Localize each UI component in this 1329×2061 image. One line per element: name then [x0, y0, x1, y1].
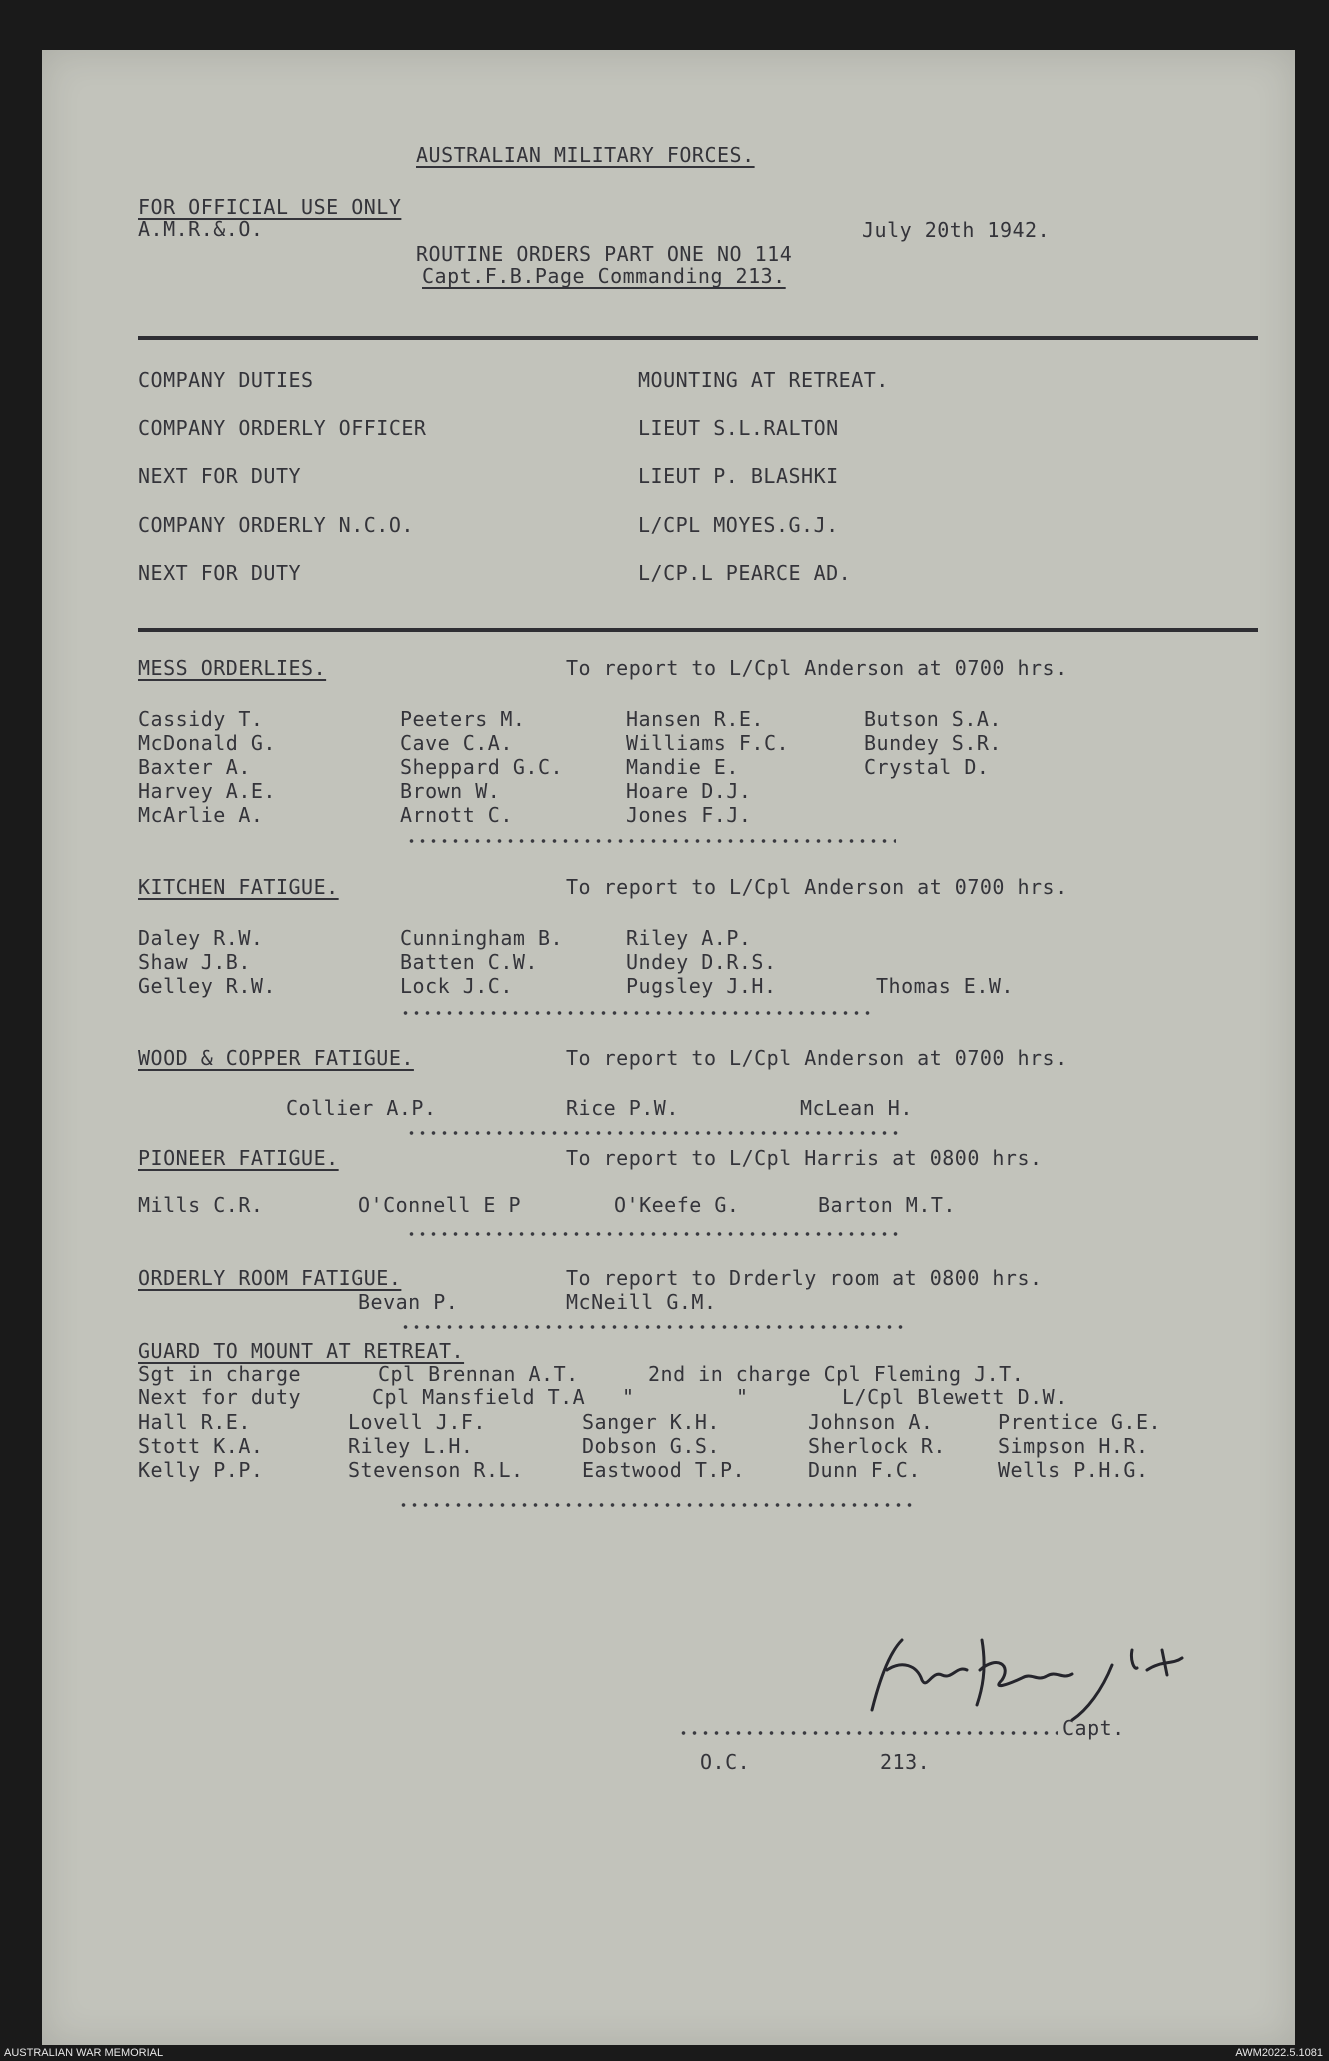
name-entry: Mandie E. — [626, 755, 739, 779]
archive-footer — [0, 2045, 1329, 2061]
name-entry: Lovell J.F. — [348, 1410, 486, 1434]
signature-mark — [862, 1610, 1242, 1730]
name-entry: Shaw J.B. — [138, 950, 251, 974]
duty-value: LIEUT S.L.RALTON — [638, 416, 839, 440]
name-entry: Sheppard G.C. — [400, 755, 564, 779]
ditto-mark: " — [736, 1385, 749, 1409]
section-heading-mess: MESS ORDERLIES. — [138, 656, 327, 680]
name-entry: Dobson G.S. — [582, 1434, 720, 1458]
name-entry: McArlie A. — [138, 803, 264, 827]
commanding-officer: Capt.F.B.Page Commanding 213. — [422, 264, 786, 288]
report-instruction: To report to Drderly room at 0800 hrs. — [566, 1266, 1043, 1290]
name-entry: Hansen R.E. — [626, 707, 764, 731]
report-instruction: To report to L/Cpl Harris at 0800 hrs. — [566, 1146, 1043, 1170]
document-title: AUSTRALIAN MILITARY FORCES. — [416, 143, 755, 167]
footer-institution: AUSTRALIAN WAR MEMORIAL — [4, 2047, 164, 2059]
duty-role: COMPANY DUTIES — [138, 368, 314, 392]
name-entry: Pugsley J.H. — [626, 974, 777, 998]
duty-role: NEXT FOR DUTY — [138, 561, 302, 585]
duty-value: L/CP.L PEARCE AD. — [638, 561, 852, 585]
duty-role: COMPANY ORDERLY N.C.O. — [138, 513, 414, 537]
name-entry: O'Keefe G. — [614, 1193, 740, 1217]
name-entry: Undey D.R.S. — [626, 950, 777, 974]
dotted-separator — [406, 1130, 902, 1136]
name-entry: Sanger K.H. — [582, 1410, 720, 1434]
ditto-mark: " — [622, 1385, 635, 1409]
name-entry: Arnott C. — [400, 803, 513, 827]
name-entry: Bundey S.R. — [864, 731, 1002, 755]
section-heading-guard: GUARD TO MOUNT AT RETREAT. — [138, 1339, 465, 1363]
dotted-separator — [398, 1502, 918, 1508]
name-entry: Peeters M. — [400, 707, 526, 731]
name-entry: Butson S.A. — [864, 707, 1002, 731]
signature-oc: O.C. — [700, 1750, 751, 1774]
name-entry: Hall R.E. — [138, 1410, 251, 1434]
name-entry: Baxter A. — [138, 755, 251, 779]
dotted-separator — [400, 1010, 876, 1016]
name-entry: Eastwood T.P. — [582, 1458, 746, 1482]
name-entry: Cassidy T. — [138, 707, 264, 731]
name-entry: Sherlock R. — [808, 1434, 946, 1458]
name-entry: Collier A.P. — [286, 1096, 437, 1120]
name-entry: Batten C.W. — [400, 950, 538, 974]
name-entry: Riley A.P. — [626, 926, 752, 950]
signature-line — [678, 1730, 1058, 1736]
guard-second: L/Cpl Blewett D.W. — [842, 1385, 1068, 1409]
duty-value: MOUNTING AT RETREAT. — [638, 368, 889, 392]
section-heading-pioneer: PIONEER FATIGUE. — [138, 1146, 339, 1170]
section-heading-wood: WOOD & COPPER FATIGUE. — [138, 1046, 414, 1070]
dotted-separator — [400, 1324, 908, 1330]
name-entry: Prentice G.E. — [998, 1410, 1162, 1434]
guard-second: 2nd in charge Cpl Fleming J.T. — [648, 1362, 1025, 1386]
name-entry: Bevan P. — [358, 1290, 459, 1314]
name-entry: Wells P.H.G. — [998, 1458, 1149, 1482]
name-entry: Cave C.A. — [400, 731, 513, 755]
name-entry: Riley L.H. — [348, 1434, 474, 1458]
document-date: July 20th 1942. — [862, 218, 1051, 242]
name-entry: Williams F.C. — [626, 731, 790, 755]
guard-label: Sgt in charge — [138, 1362, 302, 1386]
name-entry: Stevenson R.L. — [348, 1458, 524, 1482]
name-entry: Daley R.W. — [138, 926, 264, 950]
duty-role: NEXT FOR DUTY — [138, 464, 302, 488]
name-entry: Dunn F.C. — [808, 1458, 921, 1482]
name-entry: Gelley R.W. — [138, 974, 276, 998]
dotted-separator — [406, 838, 896, 844]
name-entry: Cunningham B. — [400, 926, 564, 950]
name-entry: Jones F.J. — [626, 803, 752, 827]
duty-role: COMPANY ORDERLY OFFICER — [138, 416, 427, 440]
name-entry: Johnson A. — [808, 1410, 934, 1434]
reference-code: A.M.R.&.O. — [138, 217, 264, 241]
name-entry: Lock J.C. — [400, 974, 513, 998]
report-instruction: To report to L/Cpl Anderson at 0700 hrs. — [566, 875, 1068, 899]
report-instruction: To report to L/Cpl Anderson at 0700 hrs. — [566, 656, 1068, 680]
name-entry: Rice P.W. — [566, 1096, 679, 1120]
classification: FOR OFFICIAL USE ONLY — [138, 195, 402, 219]
name-entry: O'Connell E P — [358, 1193, 522, 1217]
document-page — [42, 50, 1295, 2045]
duty-value: LIEUT P. BLASHKI — [638, 464, 839, 488]
name-entry: Harvey A.E. — [138, 779, 276, 803]
divider — [138, 628, 1258, 632]
name-entry: Kelly P.P. — [138, 1458, 264, 1482]
name-entry: Crystal D. — [864, 755, 990, 779]
name-entry: McLean H. — [800, 1096, 913, 1120]
dotted-separator — [406, 1231, 902, 1237]
footer-accession: AWM2022.5.1081 — [1235, 2047, 1323, 2059]
name-entry: Stott K.A. — [138, 1434, 264, 1458]
name-entry: Simpson H.R. — [998, 1434, 1149, 1458]
name-entry: McDonald G. — [138, 731, 276, 755]
report-instruction: To report to L/Cpl Anderson at 0700 hrs. — [566, 1046, 1068, 1070]
duty-value: L/CPL MOYES.G.J. — [638, 513, 839, 537]
guard-name: Cpl Mansfield T.A — [372, 1385, 586, 1409]
name-entry: Barton M.T. — [818, 1193, 956, 1217]
name-entry: Hoare D.J. — [626, 779, 752, 803]
orders-number: ROUTINE ORDERS PART ONE NO 114 — [416, 242, 793, 266]
divider — [138, 336, 1258, 340]
guard-name: Cpl Brennan A.T. — [378, 1362, 579, 1386]
name-entry: McNeill G.M. — [566, 1290, 717, 1314]
name-entry: Mills C.R. — [138, 1193, 264, 1217]
guard-label: Next for duty — [138, 1385, 302, 1409]
section-heading-kitchen: KITCHEN FATIGUE. — [138, 875, 339, 899]
name-entry: Thomas E.W. — [876, 974, 1014, 998]
name-entry: Brown W. — [400, 779, 501, 803]
signature-unit: 213. — [880, 1750, 931, 1774]
section-heading-orderly-room: ORDERLY ROOM FATIGUE. — [138, 1266, 402, 1290]
signature-rank: Capt. — [1062, 1716, 1125, 1740]
